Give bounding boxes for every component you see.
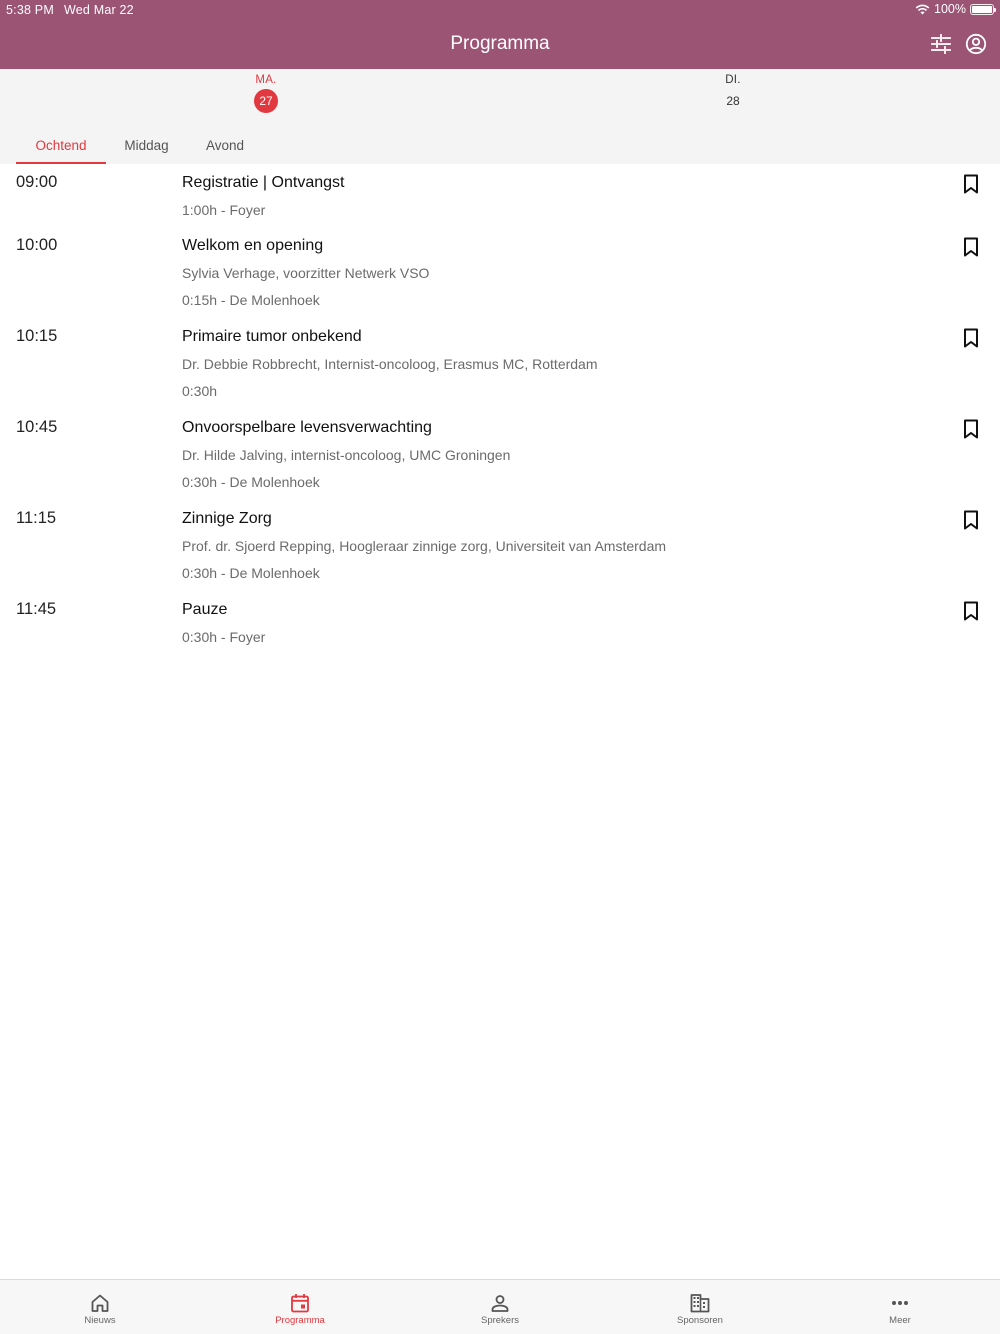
session-title: Onvoorspelbare levensverwachting xyxy=(182,419,432,436)
session-speaker: Sylvia Verhage, voorzitter Netwerk VSO xyxy=(182,265,430,281)
nav-label: Nieuws xyxy=(84,1315,116,1326)
status-bar-left xyxy=(6,3,134,17)
nav-sponsoren[interactable] xyxy=(600,1280,800,1334)
page-title: Programma xyxy=(450,33,550,54)
filter-icon[interactable] xyxy=(930,33,952,55)
day-abbr: MA. xyxy=(255,74,277,86)
session-time: 10:00 xyxy=(16,236,58,254)
daypart-tabs xyxy=(16,129,263,164)
session-time: 09:00 xyxy=(16,173,58,191)
session-title: Registratie | Ontvangst xyxy=(182,174,345,191)
session-detail: 0:30h - De Molenhoek xyxy=(182,565,320,581)
session-time: 11:45 xyxy=(16,600,57,618)
session-detail: 0:30h - De Molenhoek xyxy=(182,474,320,490)
session-detail: 1:00h - Foyer xyxy=(182,202,266,218)
bookmark-icon[interactable] xyxy=(962,601,980,621)
day-tuesday[interactable] xyxy=(703,74,763,113)
nav-nieuws[interactable] xyxy=(0,1280,200,1334)
tab-avond[interactable]: Avond xyxy=(205,138,245,153)
session-item[interactable] xyxy=(0,591,1000,654)
home-icon xyxy=(89,1292,111,1314)
session-time: 10:15 xyxy=(16,327,58,345)
date-selector xyxy=(0,69,1000,164)
session-item[interactable] xyxy=(0,318,1000,409)
bookmark-icon[interactable] xyxy=(962,328,980,348)
bookmark-icon[interactable] xyxy=(962,237,980,257)
status-bar-right xyxy=(915,2,994,16)
bookmark-icon[interactable] xyxy=(962,510,980,530)
session-speaker: Dr. Hilde Jalving, internist-oncoloog, UMC Groningen xyxy=(182,447,511,463)
building-icon xyxy=(689,1292,711,1314)
tab-middag[interactable]: Middag xyxy=(124,138,169,153)
session-item[interactable] xyxy=(0,409,1000,500)
session-title: Primaire tumor onbekend xyxy=(182,328,362,345)
account-icon[interactable] xyxy=(965,33,987,55)
session-detail: 0:30h xyxy=(182,383,218,399)
session-title: Welkom en opening xyxy=(182,237,324,254)
tab-ochtend[interactable]: Ochtend xyxy=(16,129,106,164)
session-time: 11:15 xyxy=(16,509,57,527)
session-item[interactable] xyxy=(0,500,1000,591)
day-monday[interactable] xyxy=(236,74,296,113)
session-title: Zinnige Zorg xyxy=(182,510,272,527)
nav-label: Meer xyxy=(889,1315,911,1326)
nav-programma[interactable] xyxy=(200,1280,400,1334)
bookmark-icon[interactable] xyxy=(962,174,980,194)
day-number: 27 xyxy=(254,89,278,113)
session-item[interactable] xyxy=(0,164,1000,227)
wifi-icon xyxy=(915,4,930,15)
session-speaker: Prof. dr. Sjoerd Repping, Hoogleraar zinnige zorg, Universiteit van Amsterdam xyxy=(182,538,667,554)
bookmark-icon[interactable] xyxy=(962,419,980,439)
battery-percent: 100% xyxy=(934,2,966,16)
status-date: Wed Mar 22 xyxy=(63,3,134,17)
nav-label: Sponsoren xyxy=(677,1315,723,1326)
calendar-icon xyxy=(289,1292,311,1314)
status-time: 5:38 PM xyxy=(6,3,54,17)
session-list xyxy=(0,164,1000,654)
session-title: Pauze xyxy=(182,601,228,618)
session-item[interactable] xyxy=(0,227,1000,318)
session-speaker: Dr. Debbie Robbrecht, Internist-oncoloog, Erasmus MC, Rotterdam xyxy=(182,356,598,372)
battery-icon xyxy=(970,4,994,15)
session-detail: 0:15h - De Molenhoek xyxy=(182,292,320,308)
nav-meer[interactable] xyxy=(800,1280,1000,1334)
more-icon xyxy=(889,1292,911,1314)
nav-label: Sprekers xyxy=(480,1315,519,1326)
person-icon xyxy=(489,1292,511,1314)
session-time: 10:45 xyxy=(16,418,58,436)
day-number: 28 xyxy=(726,94,740,108)
day-abbr: DI. xyxy=(725,74,741,86)
nav-sprekers[interactable] xyxy=(400,1280,600,1334)
app-header xyxy=(0,0,1000,69)
nav-label: Programma xyxy=(275,1315,325,1326)
session-detail: 0:30h - Foyer xyxy=(182,629,266,645)
bottom-tab-bar xyxy=(0,1279,1000,1334)
